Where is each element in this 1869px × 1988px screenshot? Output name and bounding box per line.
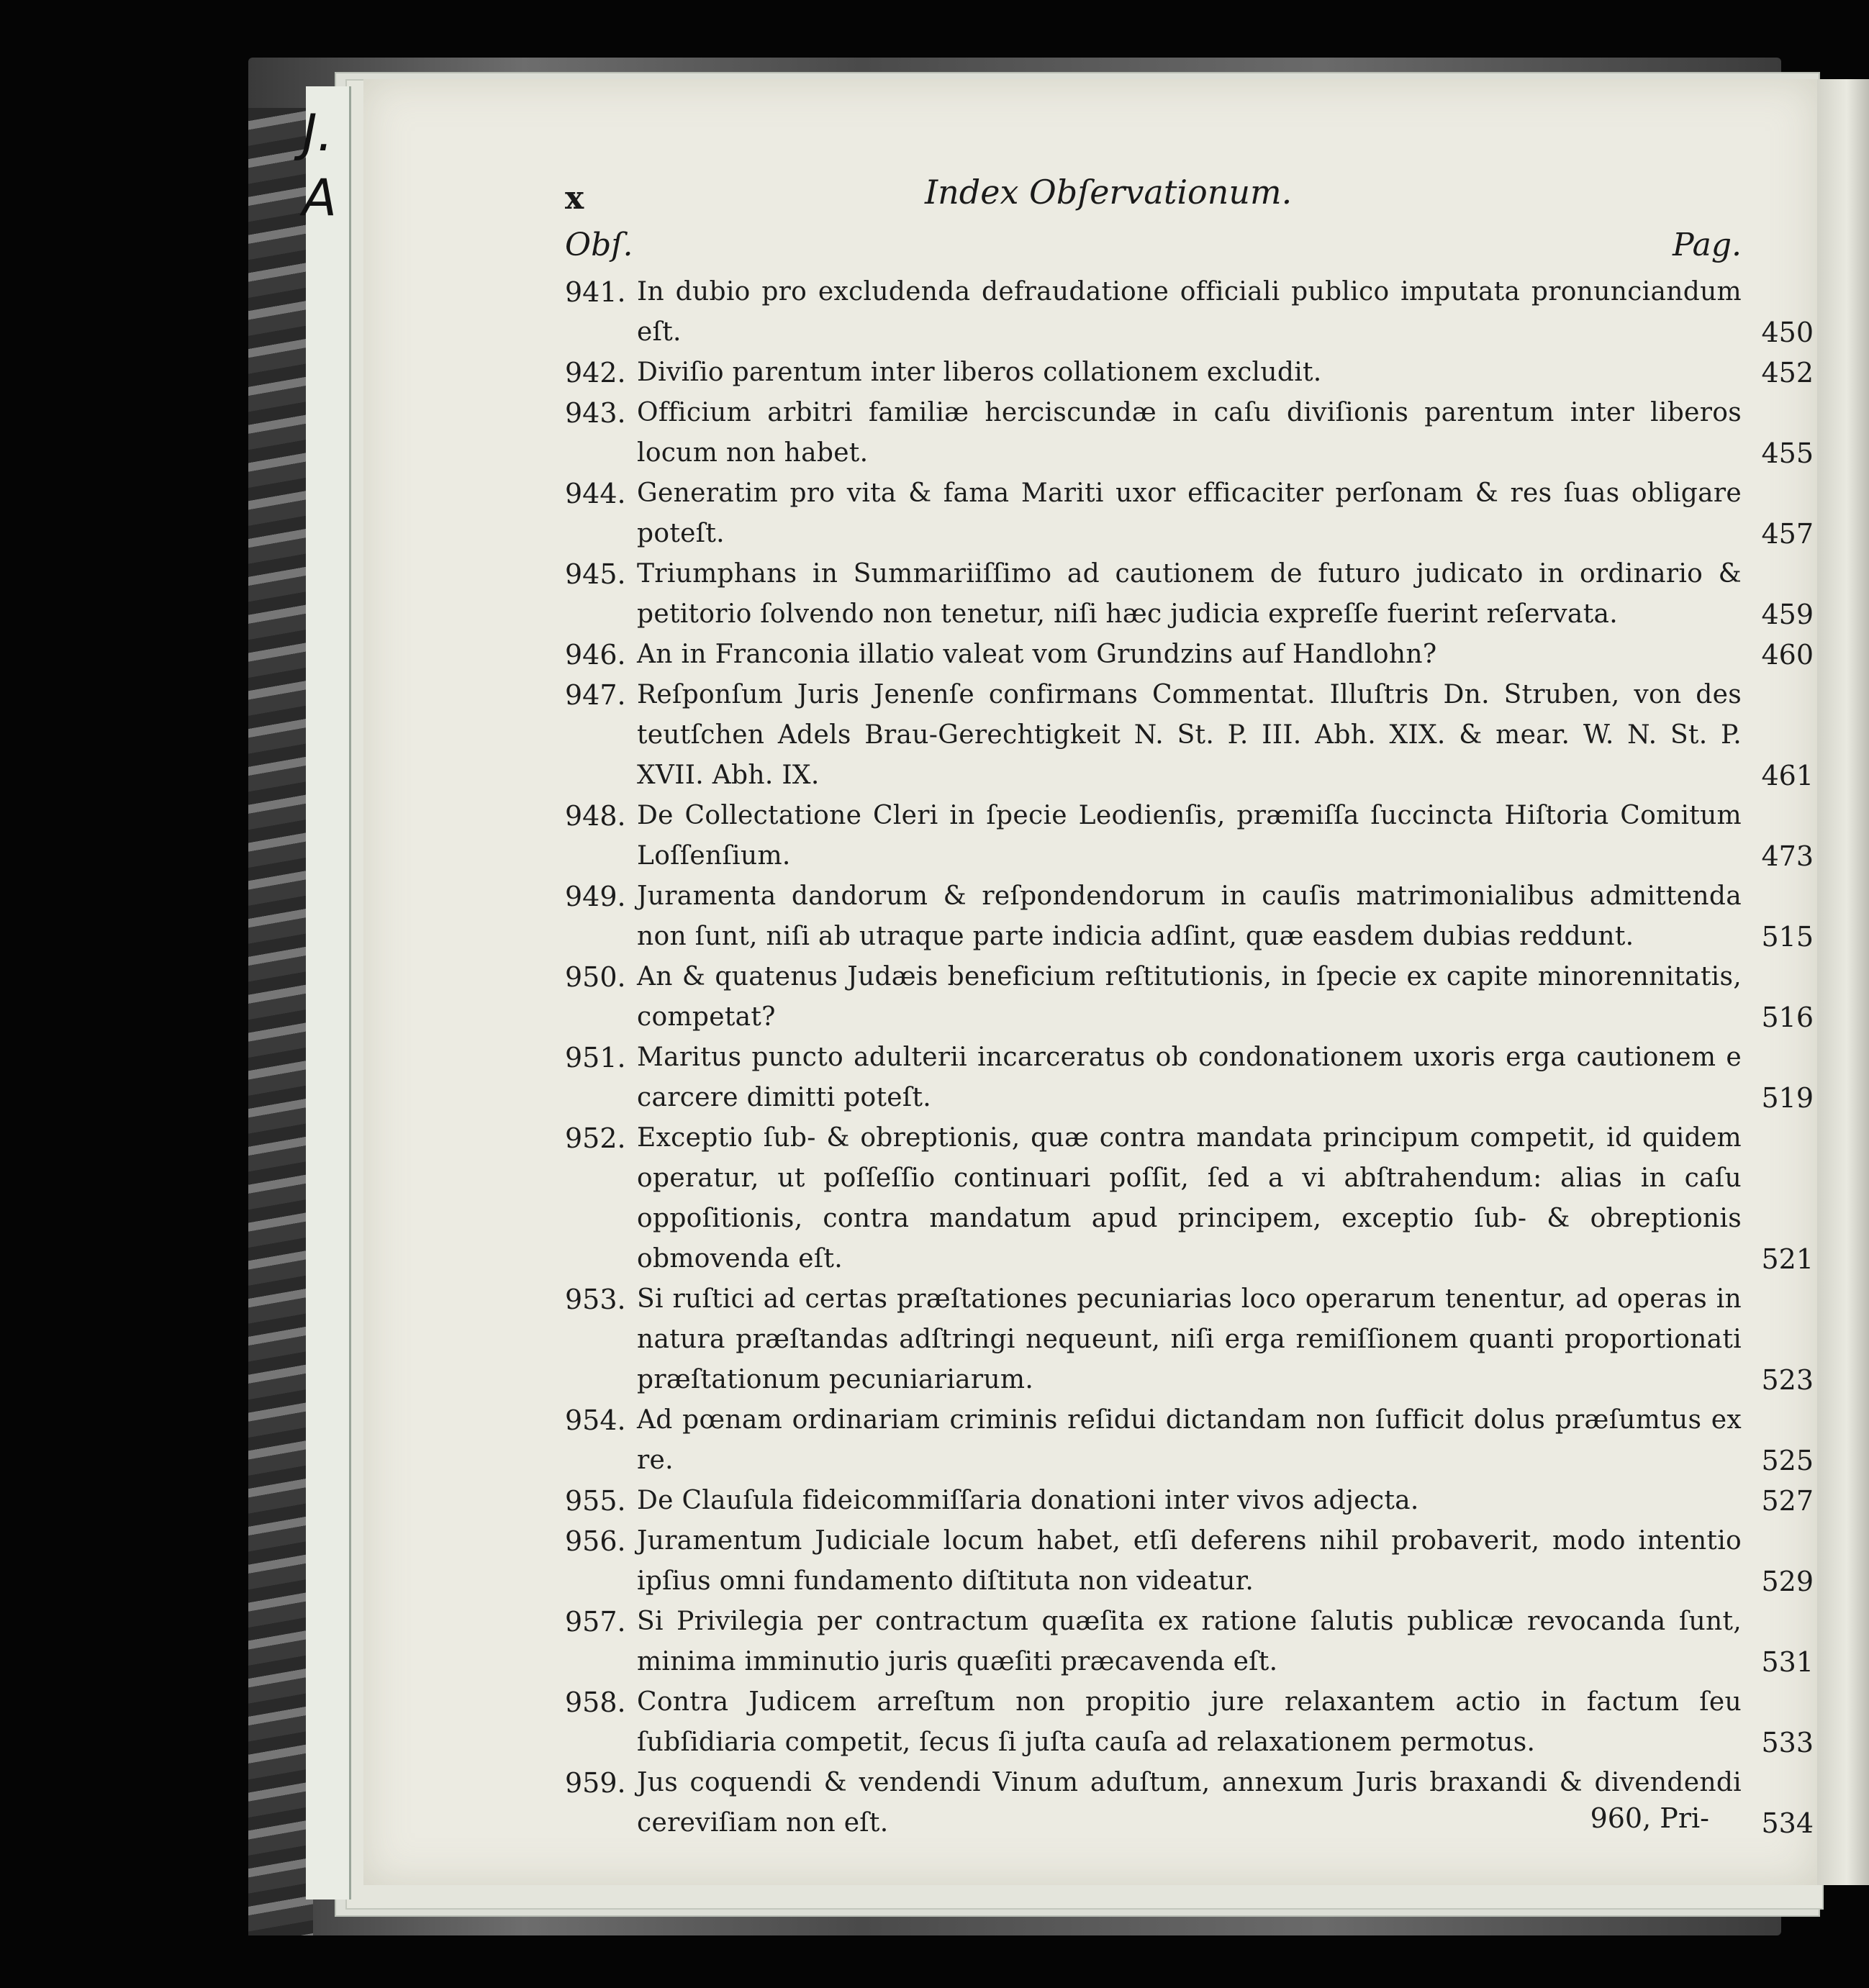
- column-header-pag: Pag.: [1672, 227, 1742, 263]
- index-entry: [565, 1521, 1814, 1602]
- observation-title: Diviſio parentum inter liberos collationem excludit.: [637, 358, 1322, 387]
- observation-number: 945.: [565, 558, 626, 590]
- page-reference: 457: [1761, 518, 1814, 550]
- index-entry: [565, 353, 1814, 393]
- page-reference: 521: [1761, 1243, 1814, 1275]
- page-reference: 459: [1761, 599, 1814, 630]
- page-reference: 450: [1761, 317, 1814, 348]
- observation-number: 957.: [565, 1606, 626, 1638]
- index-entry: [565, 876, 1814, 957]
- catchword: 960, Pri-: [1590, 1802, 1709, 1834]
- flyleaf: [306, 86, 351, 1900]
- observation-number: 949.: [565, 881, 626, 912]
- observation-title: An in Franconia illatio valeat vom Grundzins auf Handlohn?: [637, 640, 1437, 669]
- observation-number: 944.: [565, 478, 626, 509]
- observation-title: In dubio pro excludenda defraudatione officiali publico imputata pronunciandum eſt.: [637, 277, 1742, 347]
- observation-title: Jus coquendi & vendendi Vinum aduſtum, annexum Juris braxandi & divendendi cereviſiam non eſt.: [637, 1768, 1742, 1838]
- book-page: [363, 79, 1817, 1885]
- index-entries: [565, 272, 1814, 1843]
- observation-title: Contra Judicem arreſtum non propitio jure relaxantem actio in factum ſeu ſubſidiaria competit, ſecus ſi juſta cauſa ad relaxationem permotus.: [637, 1687, 1742, 1757]
- observation-number: 942.: [565, 357, 626, 389]
- observation-title: Si Privilegia per contractum quæſita ex ratione ſalutis publicæ revocanda ſunt, minima imminutio juris quæſiti præcavenda eſt.: [637, 1607, 1742, 1676]
- index-entry: [565, 1602, 1814, 1682]
- observation-number: 958.: [565, 1687, 626, 1718]
- page-reference: 460: [1761, 639, 1814, 671]
- index-entry: [565, 1682, 1814, 1763]
- page-reference: 515: [1761, 921, 1814, 953]
- flyleaf-line-2: A: [302, 168, 337, 227]
- observation-title: Reſponſum Juris Jenenſe confirmans Commentat. Illuſtris Dn. Struben, von des teutſchen Adels Brau-Gerechtigkeit N. St. P. III. Abh. XIX. & mear. W. N. St. P. XVII. Abh. IX.: [637, 680, 1742, 790]
- observation-number: 953.: [565, 1284, 626, 1315]
- page-reference: 519: [1761, 1082, 1814, 1114]
- index-entry: [565, 957, 1814, 1038]
- observation-number: 943.: [565, 397, 626, 429]
- index-entry: [565, 473, 1814, 554]
- page-reference: 516: [1761, 1002, 1814, 1033]
- running-title: Index Obſervationum.: [925, 173, 1293, 212]
- observation-title: Maritus puncto adulterii incarceratus ob condonationem uxoris erga cautionem e carcere dimitti poteſt.: [637, 1043, 1742, 1112]
- page-reference: 473: [1761, 840, 1814, 872]
- observation-number: 959.: [565, 1767, 626, 1799]
- page-reference: 531: [1761, 1646, 1814, 1678]
- observation-number: 956.: [565, 1525, 626, 1557]
- index-entry: [565, 675, 1814, 796]
- flyleaf-line-1: J.: [302, 104, 333, 163]
- index-entry: [565, 272, 1814, 353]
- index-entry: [565, 1400, 1814, 1481]
- observation-title: Juramentum Judiciale locum habet, etſi deferens nihil probaverit, modo intentio ipſius omni fundamento diſtituta non videatur.: [637, 1526, 1742, 1596]
- observation-number: 955.: [565, 1485, 626, 1517]
- observation-title: De Clauſula fideicommiſſaria donationi inter vivos adjecta.: [637, 1486, 1419, 1515]
- observation-title: An & quatenus Judæis beneficium reſtitutionis, in ſpecie ex capite minorennitatis, competat?: [637, 962, 1742, 1032]
- page-reference: 525: [1761, 1445, 1814, 1476]
- page-reference: 534: [1761, 1807, 1814, 1839]
- observation-title: Si ruſtici ad certas præſtationes pecuniarias loco operarum tenentur, ad operas in natura præſtandas adſtringi nequeunt, niſi erga remiſſionem quanti proportionati præſtationum pecuniariarum.: [637, 1284, 1742, 1394]
- observation-number: 950.: [565, 961, 626, 993]
- index-entry: [565, 554, 1814, 635]
- observation-title: Generatim pro vita & fama Mariti uxor efficaciter perſonam & res ſuas obligare poteſt.: [637, 478, 1742, 548]
- index-entry: [565, 1481, 1814, 1521]
- observation-title: Ad pœnam ordinariam criminis reſidui dictandam non ſufficit dolus præſumtus ex re.: [637, 1405, 1742, 1475]
- page-reference: 529: [1761, 1566, 1814, 1597]
- next-page-edge: [1814, 79, 1869, 1885]
- column-header-obs: Obſ.: [565, 227, 633, 263]
- page-reference: 527: [1761, 1485, 1814, 1517]
- index-entry: [565, 1279, 1814, 1400]
- page-reference: 523: [1761, 1364, 1814, 1396]
- observation-number: 954.: [565, 1404, 626, 1436]
- observation-title: Exceptio ſub- & obreptionis, quæ contra mandata principum competit, id quidem operatur, ut poſſeſſio continuari poſſit, ſed a vi abſtrahendum: alias in caſu oppoſitionis, contra mandatum apud principem, exceptio ſub- & obreptionis obmovenda eſt.: [637, 1123, 1742, 1274]
- observation-number: 946.: [565, 639, 626, 671]
- index-entry: [565, 1038, 1814, 1118]
- observation-number: 941.: [565, 276, 626, 308]
- index-entry: [565, 393, 1814, 473]
- flyleaf-handwriting: [302, 101, 337, 230]
- page-reference: 452: [1761, 357, 1814, 389]
- page-reference: 455: [1761, 437, 1814, 469]
- observation-number: 952.: [565, 1122, 626, 1154]
- index-entry: [565, 796, 1814, 876]
- observation-title: De Collectatione Cleri in ſpecie Leodienſis, præmiſſa ſuccincta Hiſtoria Comitum Loſſenſium.: [637, 801, 1742, 871]
- index-entry: [565, 1118, 1814, 1279]
- index-entry: [565, 635, 1814, 675]
- observation-number: 947.: [565, 679, 626, 711]
- page-reference: 533: [1761, 1727, 1814, 1758]
- observation-title: Triumphans in Summariiſſimo ad cautionem de futuro judicato in ordinario & petitorio ſolvendo non tenetur, niſi hæc judicia expreſſe fuerint reſervata.: [637, 559, 1742, 629]
- page-reference: 461: [1761, 760, 1814, 791]
- observation-number: 951.: [565, 1042, 626, 1074]
- observation-number: 948.: [565, 800, 626, 832]
- observation-title: Juramenta dandorum & reſpondendorum in cauſis matrimonialibus admittenda non ſunt, niſi ab utraque parte indicia adſint, quæ easdem dubias reddunt.: [637, 881, 1742, 951]
- book-spine-edge: [248, 108, 313, 1935]
- page-number: x: [565, 180, 584, 217]
- observation-title: Officium arbitri familiæ herciscundæ in caſu diviſionis parentum inter liberos locum non habet.: [637, 398, 1742, 468]
